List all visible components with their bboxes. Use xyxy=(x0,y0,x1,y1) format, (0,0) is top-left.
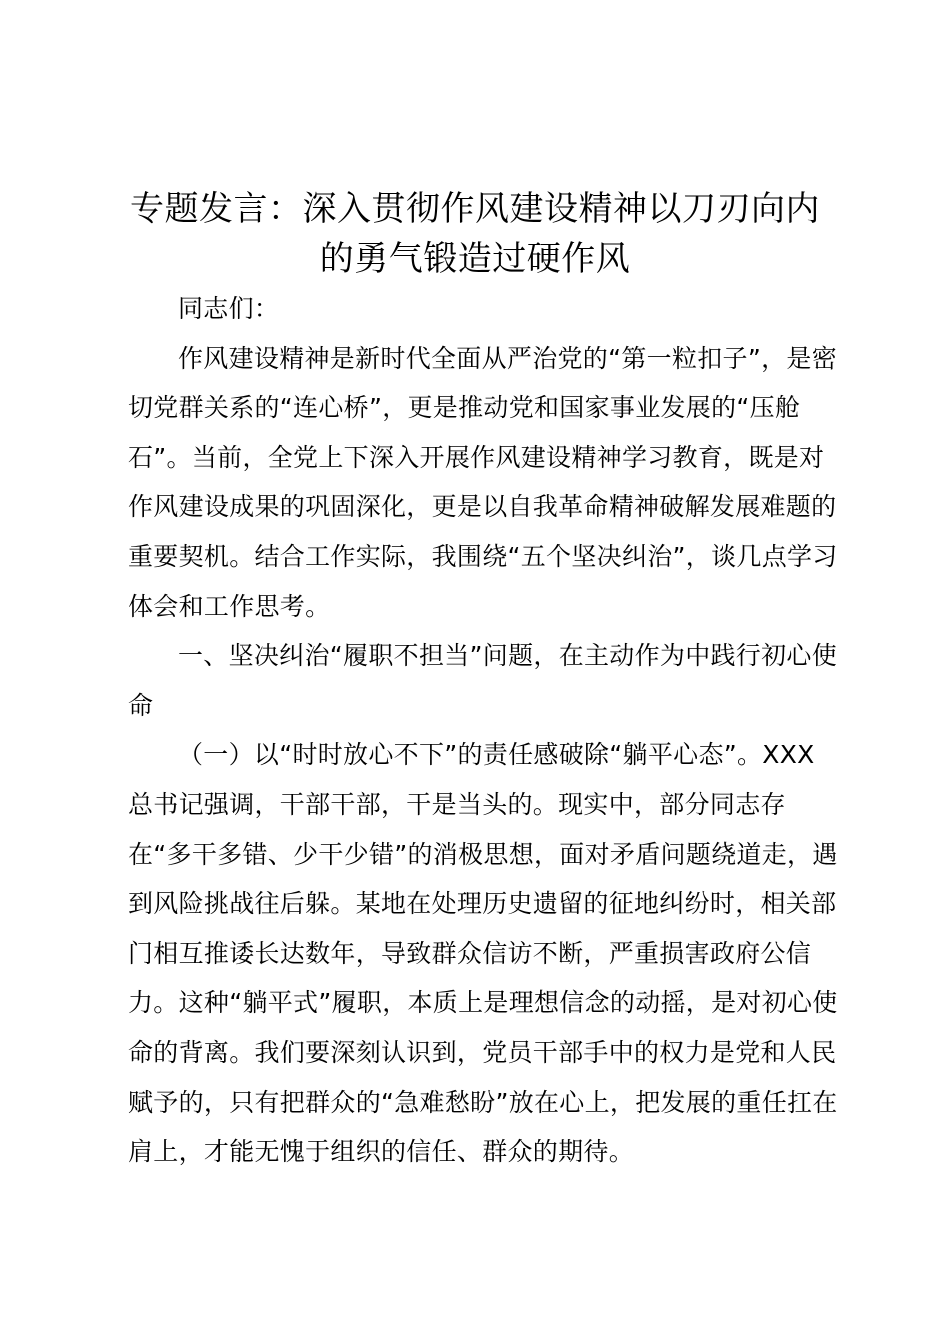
title-line-1: 专题发言：深入贯彻作风建设精神以刀刃向内 xyxy=(130,189,820,229)
paragraph-subsection-1: （一）以“时时放心不下”的责任感破除“躺平心态”。XXX总书记强调，干部干部，干是当头的。现实中，部分同志存在“多干多错、少干少错”的消极思想，面对矛盾问题绕道走，遇到风险挑战往后躲。某地在处理历史遗留的征地纠纷时，相关部门相互推诿长达数年，导致群众信访不断，严重损害政府公信力。这种“躺平式”履职，本质上是理想信念的动摇，是对初心使命的背离。我们要深刻认识到，党员干部手中的权力是党和人民赋予的，只有把群众的“急难愁盼”放在心上，把发展的重任扛在肩上，才能无愧于组织的信任、群众的期待。 xyxy=(128,740,838,1167)
document-body xyxy=(128,284,838,1177)
section-heading-1: 一、坚决纠治“履职不担当”问题，在主动作为中践行初心使命 xyxy=(128,641,838,720)
paragraph-intro: 作风建设精神是新时代全面从严治党的“第一粒扣子”，是密切党群关系的“连心桥”，更是推动党和国家事业发展的“压舱石”。当前，全党上下深入开展作风建设精神学习教育，既是对作风建设成果的巩固深化，更是以自我革命精神破解发展难题的重要契机。结合工作实际，我围绕“五个坚决纠治”，谈几点学习体会和工作思考。 xyxy=(128,343,838,621)
title-line-2: 的勇气锻造过硬作风 xyxy=(319,239,631,279)
document-title xyxy=(110,184,840,284)
salutation: 同志们： xyxy=(178,294,280,323)
